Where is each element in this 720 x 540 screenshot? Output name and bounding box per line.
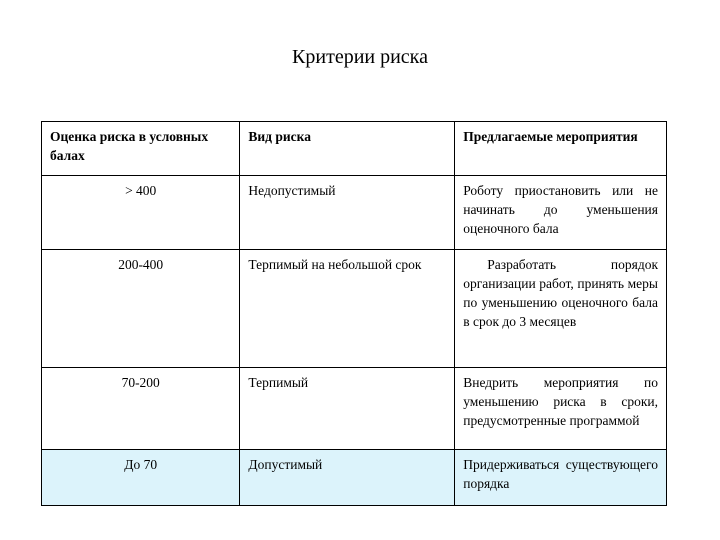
cell-proposed-measure: Разработать порядок организации работ, принять меры по уменьшению оценочного бала в срок до 3 месяцев (455, 250, 667, 368)
header-proposed-measures: Предлагаемые мероприятия (455, 122, 667, 176)
risk-criteria-table (41, 121, 667, 506)
cell-risk-kind: Терпимый (240, 368, 455, 450)
table-header-row (42, 122, 667, 176)
table-row (42, 368, 667, 450)
cell-risk-score: До 70 (42, 450, 240, 506)
cell-risk-kind: Допустимый (240, 450, 455, 506)
page-title: Критерии риска (292, 46, 428, 68)
cell-risk-score: > 400 (42, 176, 240, 250)
cell-risk-score: 200-400 (42, 250, 240, 368)
cell-proposed-measure: Придерживаться существующего порядка (455, 450, 667, 506)
table-row-highlighted (42, 450, 667, 506)
cell-proposed-measure: Внедрить мероприятия по уменьшению риска в сроки, предусмотренные программой (455, 368, 667, 450)
header-risk-score: Оценка риска в условных балах (42, 122, 240, 176)
table-row (42, 250, 667, 368)
table-row (42, 176, 667, 250)
cell-risk-kind: Терпимый на небольшой срок (240, 250, 455, 368)
cell-risk-kind: Недопустимый (240, 176, 455, 250)
header-risk-kind: Вид риска (240, 122, 455, 176)
cell-risk-score: 70-200 (42, 368, 240, 450)
cell-proposed-measure: Роботу приостановить или не начинать до уменьшения оценочного бала (455, 176, 667, 250)
